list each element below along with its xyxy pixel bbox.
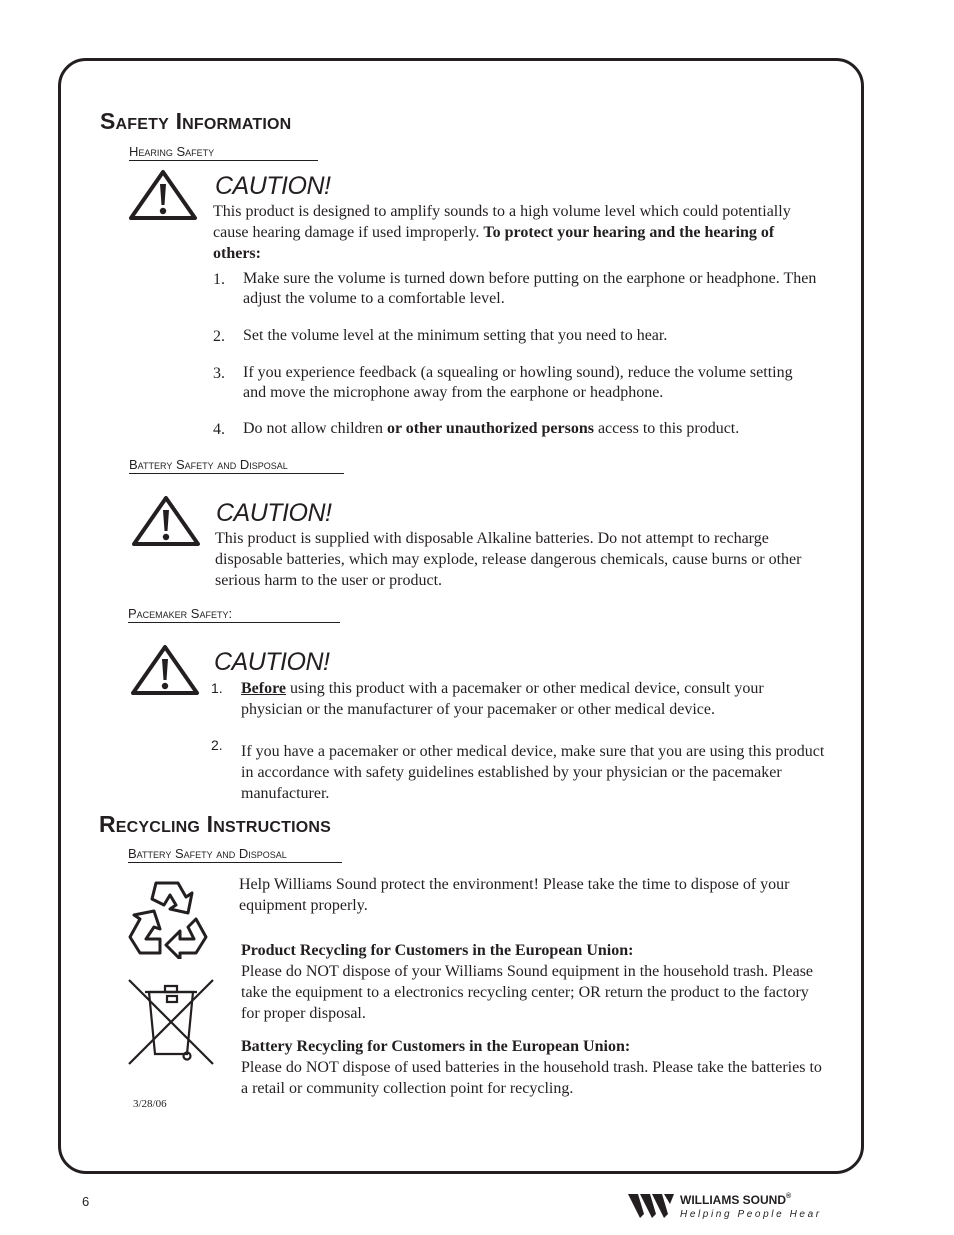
warning-triangle-icon <box>127 168 199 222</box>
caution-heading-pacemaker: CAUTION! <box>214 648 330 676</box>
safety-information-title: Safety Information <box>100 108 292 134</box>
registered-mark: ® <box>786 1193 792 1200</box>
hearing-intro-text: This product is designed to amplify sounds to a high volume level which could potentially cause hearing damage if used improperly. <box>213 203 791 241</box>
hearing-item-3-text: If you experience feedback (a squealing or howling sound), reduce the volume setting and move the microphone away from the earphone or headphone. <box>243 364 793 401</box>
battery-safety-heading: Battery Safety and Disposal <box>129 457 344 474</box>
hearing-item-1-text: Make sure the volume is turned down before putting on the earphone or headphone. Then adjust the volume to a comfortable level. <box>243 270 817 307</box>
hearing-item-4-bold: or other unauthorized persons <box>386 420 594 437</box>
hearing-intro <box>213 201 825 264</box>
recycling-instructions-title: Recycling Instructions <box>99 811 332 837</box>
page-number: 6 <box>82 1194 90 1209</box>
hearing-item-4-pre: Do not allow children <box>243 420 383 437</box>
hearing-item-3-number: 3. <box>213 365 225 382</box>
hearing-item-2-text: Set the volume level at the minimum setting that you need to hear. <box>243 327 668 344</box>
hearing-item-1-number: 1. <box>213 271 225 288</box>
williams-sound-logo <box>628 1192 674 1220</box>
revision-date: 3/28/06 <box>133 1098 167 1110</box>
pacemaker-item-2-number: 2. <box>211 737 223 753</box>
eu-battery-title-text: Battery Recycling for Customers in the European Union: <box>241 1038 631 1055</box>
recycling-battery-heading: Battery Safety and Disposal <box>128 846 342 863</box>
pacemaker-safety-heading: Pacemaker Safety: <box>128 606 340 623</box>
recycling-intro: Help Williams Sound protect the environment! Please take the time to dispose of your equipment properly. <box>239 876 790 914</box>
brand-tagline: Helping People Hear <box>680 1209 822 1220</box>
recycle-icon <box>126 875 210 959</box>
battery-caution-text: This product is supplied with disposable Alkaline batteries. Do not attempt to recharge disposable batteries, which may explode, release dangerous chemicals, cause burns or other serious harm to the user or product. <box>215 530 802 589</box>
eu-product-title <box>241 940 825 961</box>
pacemaker-item-1-underline: Before <box>241 680 287 697</box>
eu-battery-text: Please do NOT dispose of used batteries in the household trash. Please take the batteries to a retail or community collection point for recycling. <box>241 1059 822 1097</box>
hearing-intro-bold: To protect your hearing and the hearing of others: <box>213 224 775 262</box>
hearing-item-4-number: 4. <box>213 421 225 438</box>
pacemaker-item-1-number: 1. <box>211 680 223 696</box>
warning-triangle-icon <box>129 643 201 697</box>
eu-product-title-text: Product Recycling for Customers in the European Union: <box>241 942 634 959</box>
hearing-item-2-number: 2. <box>213 328 225 345</box>
eu-product-text: Please do NOT dispose of your Williams Sound equipment in the household trash. Please take the equipment to a electronics recycling center; OR return the product to the factory for proper disposal. <box>241 963 814 1022</box>
caution-heading-battery: CAUTION! <box>216 499 332 527</box>
warning-triangle-icon <box>130 494 202 548</box>
hearing-item-4-text <box>243 419 825 439</box>
brand-name <box>680 1193 791 1207</box>
hearing-safety-heading: Hearing Safety <box>129 144 318 161</box>
pacemaker-item-1-body: using this product with a pacemaker or other medical device, consult your physician or the manufacturer of your pacemaker or other medical device. <box>241 680 764 718</box>
crossed-out-bin-icon <box>127 976 215 1066</box>
hearing-item-4-post: access to this product. <box>597 420 740 437</box>
pacemaker-item-2-text: If you have a pacemaker or other medical device, make sure that you are using this product in accordance with safety guidelines established by your physician or the pacemaker manufacturer. <box>241 743 825 802</box>
pacemaker-item-1-text <box>241 678 825 720</box>
brand-name-text: WILLIAMS SOUND <box>680 1193 786 1207</box>
eu-battery-title <box>241 1036 825 1057</box>
caution-heading-hearing: CAUTION! <box>215 172 331 200</box>
